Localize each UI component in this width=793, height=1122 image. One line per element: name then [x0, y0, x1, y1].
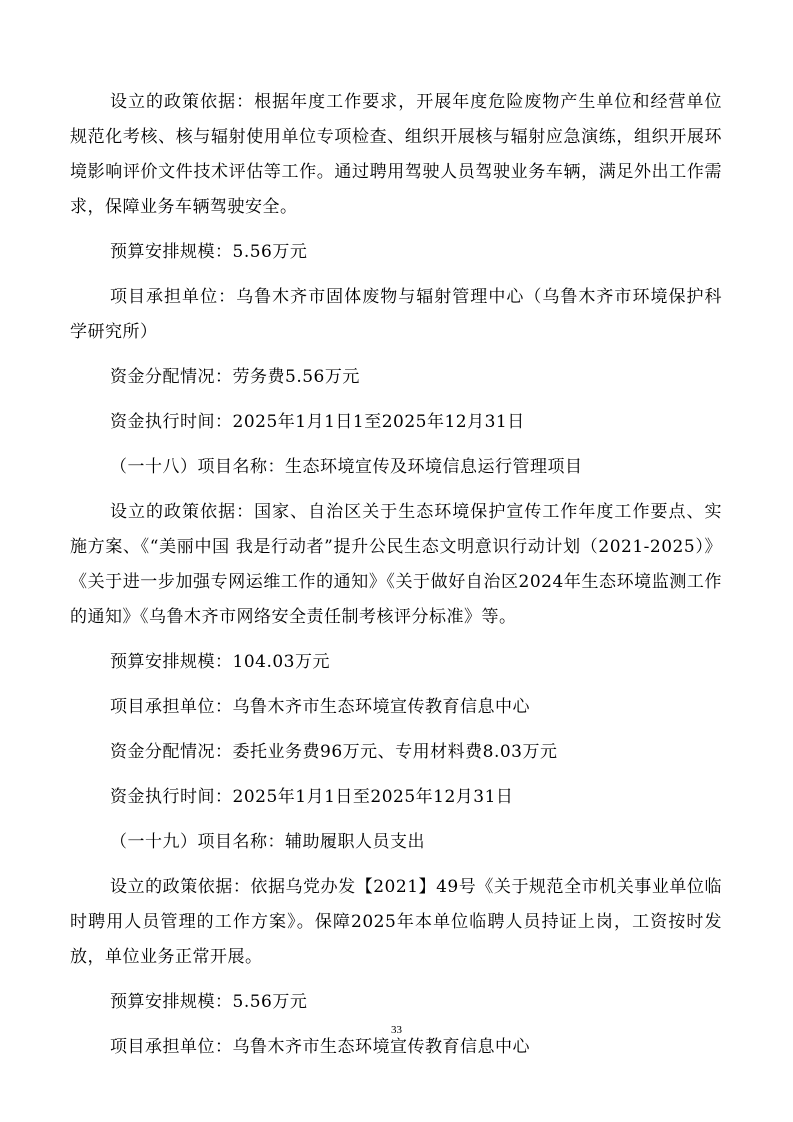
project-19-heading: （一十九）项目名称：辅助履职人员支出: [110, 832, 425, 852]
fund-allocation-paragraph: 资金分配情况：委托业务费96万元、专用材料费8.03万元: [110, 742, 558, 762]
undertaking-unit-paragraph: 项目承担单位：乌鲁木齐市固体废物与辐射管理中心（乌鲁木齐市环境保护科学研究所）: [70, 287, 722, 342]
document-body: [70, 85, 722, 1065]
budget-scale-paragraph: 预算安排规模：5.56万元: [110, 992, 308, 1012]
undertaking-unit-paragraph: 项目承担单位：乌鲁木齐市生态环境宣传教育信息中心: [110, 1037, 530, 1057]
undertaking-unit-paragraph: 项目承担单位：乌鲁木齐市生态环境宣传教育信息中心: [110, 697, 530, 717]
policy-basis-paragraph: 设立的政策依据：依据乌党办发【2021】49号《关于规范全市机关事业单位临时聘用人员管理的工作方案》。保障2025年本单位临聘人员持证上岗，工资按时发放，单位业务正常开展。: [70, 877, 722, 967]
project-18-heading: （一十八）项目名称：生态环境宣传及环境信息运行管理项目: [110, 457, 583, 477]
policy-basis-paragraph: 设立的政策依据：根据年度工作要求，开展年度危险废物产生单位和经营单位规范化考核、核与辐射使用单位专项检查、组织开展核与辐射应急演练，组织开展环境影响评价文件技术评估等工作。通过聘用驾驶人员驾驶业务车辆，满足外出工作需求，保障业务车辆驾驶安全。: [70, 92, 722, 217]
execution-time-paragraph: 资金执行时间：2025年1月1日1至2025年12月31日: [110, 412, 525, 432]
page-number: 33: [391, 1024, 402, 1036]
budget-scale-paragraph: 预算安排规模：5.56万元: [110, 242, 308, 262]
fund-allocation-paragraph: 资金分配情况：劳务费5.56万元: [110, 367, 360, 387]
budget-scale-paragraph: 预算安排规模：104.03万元: [110, 652, 330, 672]
policy-basis-paragraph: 设立的政策依据：国家、自治区关于生态环境保护宣传工作年度工作要点、实施方案、《“美丽中国 我是行动者”提升公民生态文明意识行动计划（2021-2025）》《关于进一步加强专网运维工作的通知》《关于做好自治区2024年生态环境监测工作的通知》《乌鲁木齐市网络安全责任制考核评分标准》等。: [70, 502, 722, 627]
execution-time-paragraph: 资金执行时间：2025年1月1日至2025年12月31日: [110, 787, 514, 807]
